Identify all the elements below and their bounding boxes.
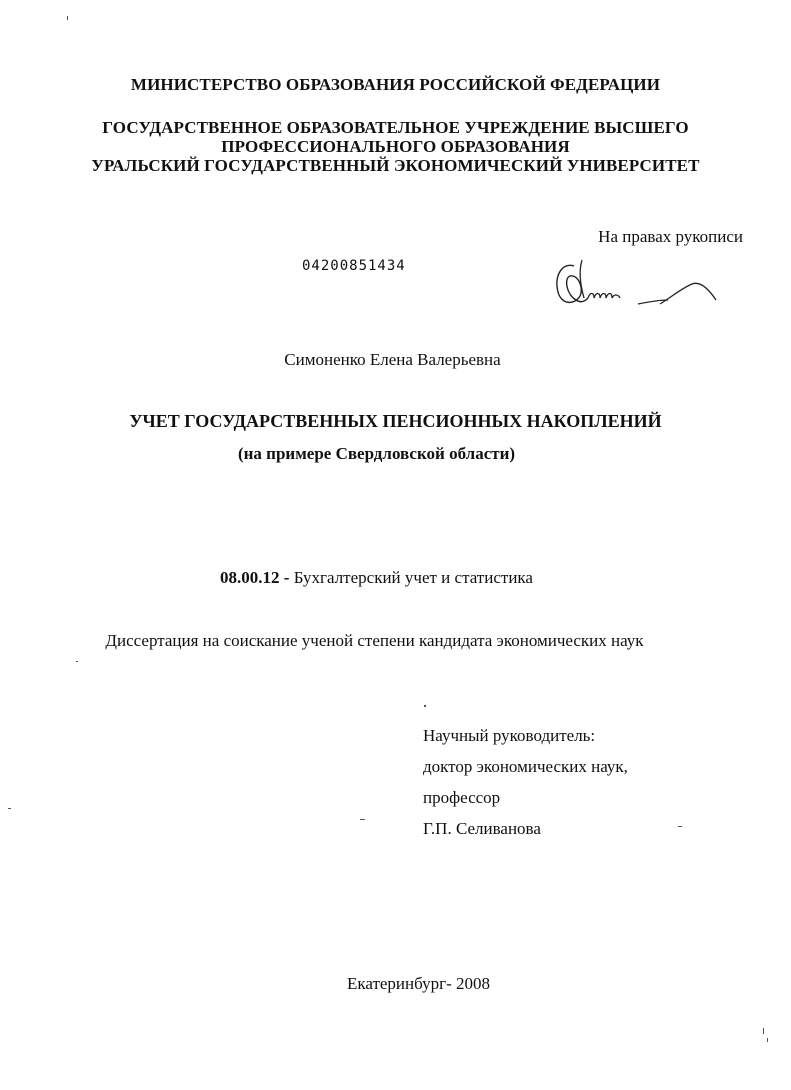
scan-speck xyxy=(76,661,78,662)
scan-speck xyxy=(763,1028,764,1034)
scan-speck xyxy=(767,1038,768,1042)
scan-speck xyxy=(360,819,365,820)
specialty-name: Бухгалтерский учет и статистика xyxy=(289,568,533,587)
supervisor-label: Научный руководитель: xyxy=(423,726,596,745)
author-name: Симоненко Елена Валерьевна xyxy=(284,350,501,369)
supervisor-name: Г.П. Селиванова xyxy=(423,819,541,838)
institution-heading-line2: ПРОФЕССИОНАЛЬНОГО ОБРАЗОВАНИЯ xyxy=(221,137,570,156)
scan-speck xyxy=(424,705,426,707)
manuscript-note: На правах рукописи xyxy=(598,227,743,246)
specialty-line xyxy=(0,568,772,588)
specialty-code: 08.00.12 - xyxy=(220,568,290,587)
document-number: 04200851434 xyxy=(302,258,406,274)
signature-icon xyxy=(552,254,722,316)
degree-statement: Диссертация на соискание ученой степени кандидата экономических наук xyxy=(105,631,644,650)
dissertation-title: УЧЕТ ГОСУДАРСТВЕННЫХ ПЕНСИОННЫХ НАКОПЛЕНИЙ xyxy=(129,411,662,431)
scan-speck xyxy=(8,808,11,809)
scan-speck xyxy=(67,16,68,20)
ministry-heading: МИНИСТЕРСТВО ОБРАЗОВАНИЯ РОССИЙСКОЙ ФЕДЕРАЦИИ xyxy=(130,75,661,94)
dissertation-subtitle: (на примере Свердловской области) xyxy=(237,444,516,463)
scan-speck xyxy=(678,826,682,827)
supervisor-rank: профессор xyxy=(423,788,501,807)
institution-heading-line1: ГОСУДАРСТВЕННОЕ ОБРАЗОВАТЕЛЬНОЕ УЧРЕЖДЕНИЕ ВЫСШЕГО xyxy=(102,118,689,137)
university-heading: УРАЛЬСКИЙ ГОСУДАРСТВЕННЫЙ ЭКОНОМИЧЕСКИЙ УНИВЕРСИТЕТ xyxy=(91,156,700,175)
city-year: Екатеринбург- 2008 xyxy=(346,974,491,993)
supervisor-degree: доктор экономических наук, xyxy=(423,757,628,776)
